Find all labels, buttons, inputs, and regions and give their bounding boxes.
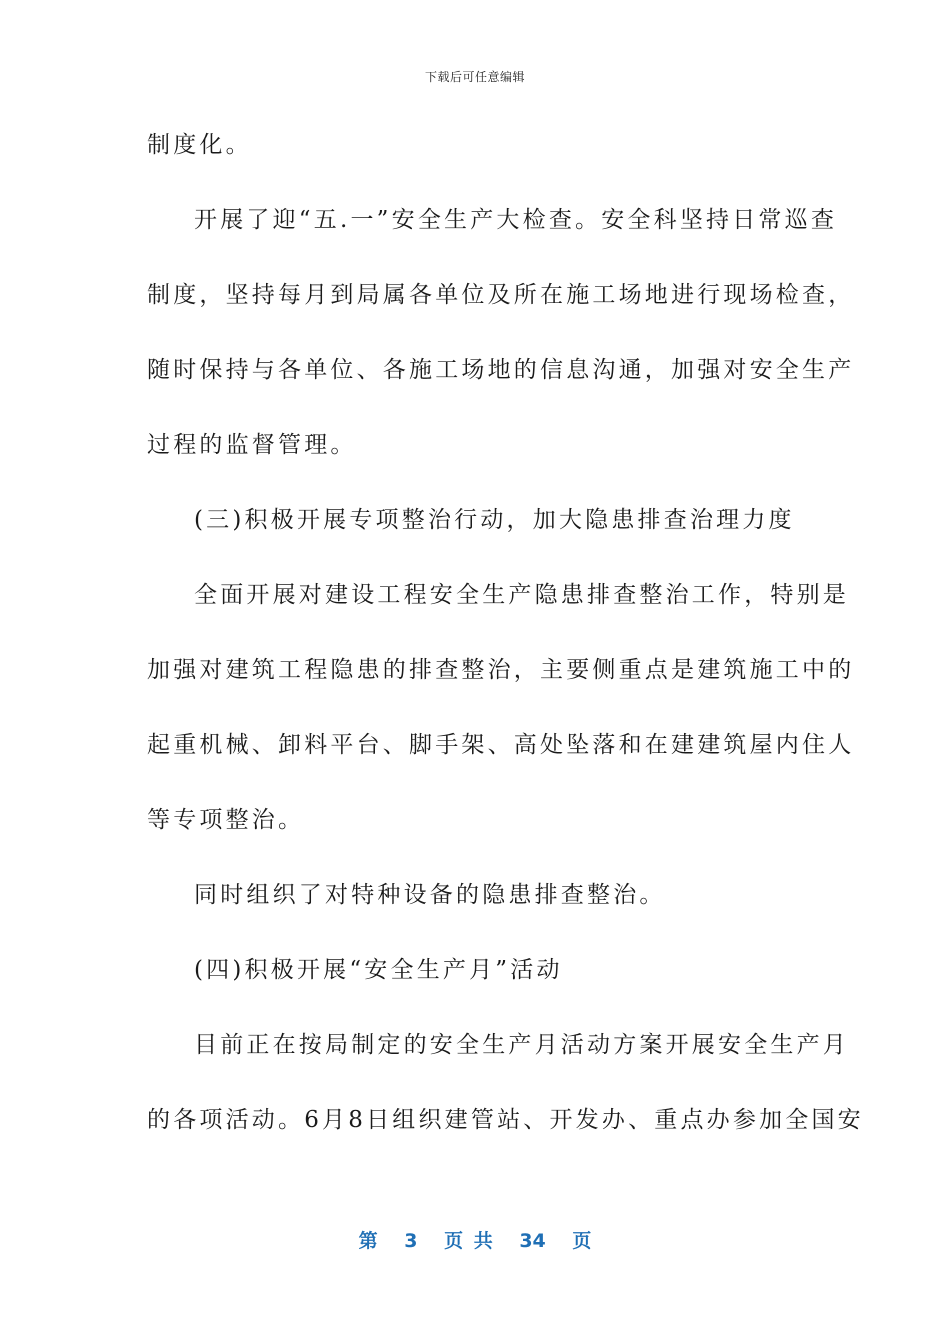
section-heading: (四)积极开展“安全生产月”活动 bbox=[194, 957, 563, 983]
footer-middle: 页 共 bbox=[444, 1230, 493, 1252]
text-line: 全面开展对建设工程安全生产隐患排查整治工作，特别是 bbox=[194, 582, 849, 608]
text-line: 等专项整治。 bbox=[147, 807, 305, 833]
total-pages-number: 34 bbox=[519, 1230, 546, 1252]
text-line: 加强对建筑工程隐患的排查整治，主要侧重点是建筑施工中的 bbox=[147, 657, 855, 683]
section-heading: (三)积极开展专项整治行动，加大隐患排查治理力度 bbox=[194, 507, 795, 533]
page-footer bbox=[0, 1226, 950, 1253]
text-line: 目前正在按局制定的安全生产月活动方案开展安全生产月 bbox=[194, 1032, 849, 1058]
footer-suffix: 页 bbox=[572, 1230, 592, 1252]
text-line: 起重机械、卸料平台、脚手架、高处坠落和在建建筑屋内住人 bbox=[147, 732, 855, 758]
text-line: 随时保持与各单位、各施工场地的信息沟通，加强对安全生产 bbox=[147, 357, 855, 383]
text-line: 同时组织了对特种设备的隐患排查整治。 bbox=[194, 882, 666, 908]
text-line: 过程的监督管理。 bbox=[147, 432, 357, 458]
footer-prefix: 第 bbox=[358, 1230, 378, 1252]
text-line: 开展了迎“五.一”安全生产大检查。安全科坚持日常巡查 bbox=[194, 207, 838, 233]
text-line: 制度化。 bbox=[147, 132, 252, 158]
text-line: 的各项活动。6月8日组织建管站、开发办、重点办参加全国安 bbox=[147, 1107, 864, 1133]
current-page-number: 3 bbox=[404, 1230, 418, 1252]
text-line: 制度，坚持每月到局属各单位及所在施工场地进行现场检查， bbox=[147, 282, 855, 308]
page-header: 下载后可任意编辑 bbox=[424, 70, 525, 84]
